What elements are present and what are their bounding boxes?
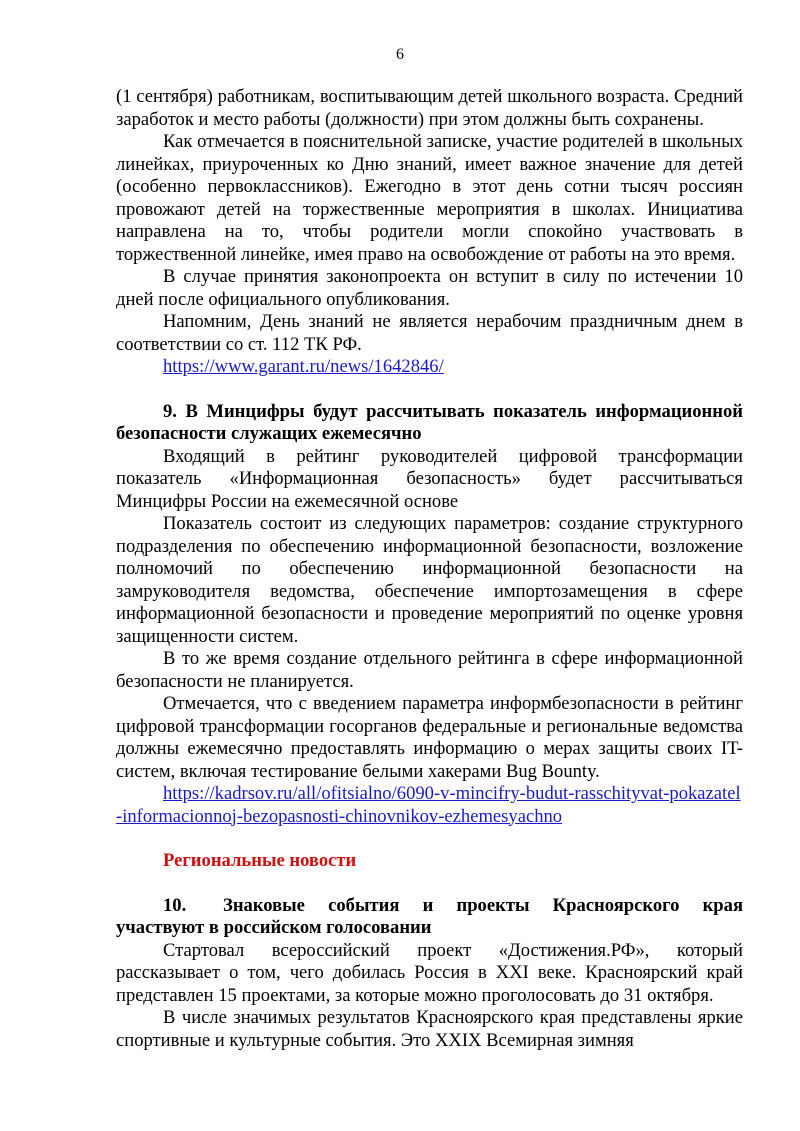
- paragraph: В то же время создание отдельного рейтинга в сфере информационной безопасности не планируется.: [116, 648, 743, 692]
- paragraph: Напомним, День знаний не является нерабочим праздничным днем в соответствии со ст. 112 ТК РФ.: [116, 311, 743, 355]
- paragraph: Как отмечается в пояснительной записке, участие родителей в школьных линейках, приуроченных ко Дню знаний, имеет важное значение для детей (особенно первоклассников). Ежегодно в этот день сотни тысяч россиян провожают детей на торжественные мероприятия в школах. Инициатива направлена на то, чтобы родители могли спокойно участвовать в торжественной линейке, имея право на освобождение от работы на это время.: [116, 131, 743, 265]
- source-link-kadrsov[interactable]: https://kadrsov.ru/all/ofitsialno/6090-v-mincifry-budut-rasschityvat-pokazatel-informacionnoj-bezopasnosti-chinovnikov-ezhemesyachno: [116, 783, 741, 827]
- paragraph: Показатель состоит из следующих параметров: создание структурного подразделения по обеспечению информационной безопасности, возложение полномочий по обеспечению информационной безопасности на замруководителя ведомства, обеспечение импортозамещения в сфере информационной безопасности и проведение мероприятий по оценке уровня защищенности систем.: [116, 513, 743, 647]
- source-link-row: [116, 356, 743, 379]
- page-number: 6: [396, 46, 404, 63]
- paragraph: (1 сентября) работникам, воспитывающим детей школьного возраста. Средний заработок и место работы (должности) при этом должны быть сохранены.: [116, 86, 743, 130]
- section-title: Региональные новости: [163, 850, 357, 871]
- page-content: [116, 86, 743, 1052]
- paragraph: Отмечается, что с введением параметра информбезопасности в рейтинг цифровой трансформации госорганов федеральные и региональные ведомства должны ежемесячно предоставлять информацию о мерах защиты своих IT-систем, включая тестирование белыми хакерами Bug Bounty.: [116, 693, 743, 782]
- heading-number: 10.: [163, 894, 187, 916]
- news-heading-9: 9. В Минцифры будут рассчитывать показатель информационной безопасности служащих ежемесячно: [116, 400, 743, 444]
- paragraph: В случае принятия законопроекта он вступит в силу по истечении 10 дней после официального опубликования.: [116, 266, 743, 310]
- paragraph: Входящий в рейтинг руководителей цифровой трансформации показатель «Информационная безопасность» будет рассчитываться Минцифры России на ежемесячной основе: [116, 445, 743, 512]
- paragraph: Стартовал всероссийский проект «Достижения.РФ», который рассказывает о том, чего добилась Россия в XXI веке. Красноярский край представлен 15 проектами, за которые можно проголосовать до 31 октября.: [116, 939, 743, 1006]
- news-heading-10: [116, 895, 743, 940]
- paragraph: В числе значимых результатов Красноярского края представлены яркие спортивные и культурные события. Это XXIX Всемирная зимняя: [116, 1007, 743, 1051]
- heading-text: Знаковые события и проекты Красноярского края участвуют в российском голосовании: [116, 894, 743, 938]
- source-link-row: [116, 783, 743, 828]
- source-link-garant[interactable]: https://www.garant.ru/news/1642846/: [163, 356, 444, 377]
